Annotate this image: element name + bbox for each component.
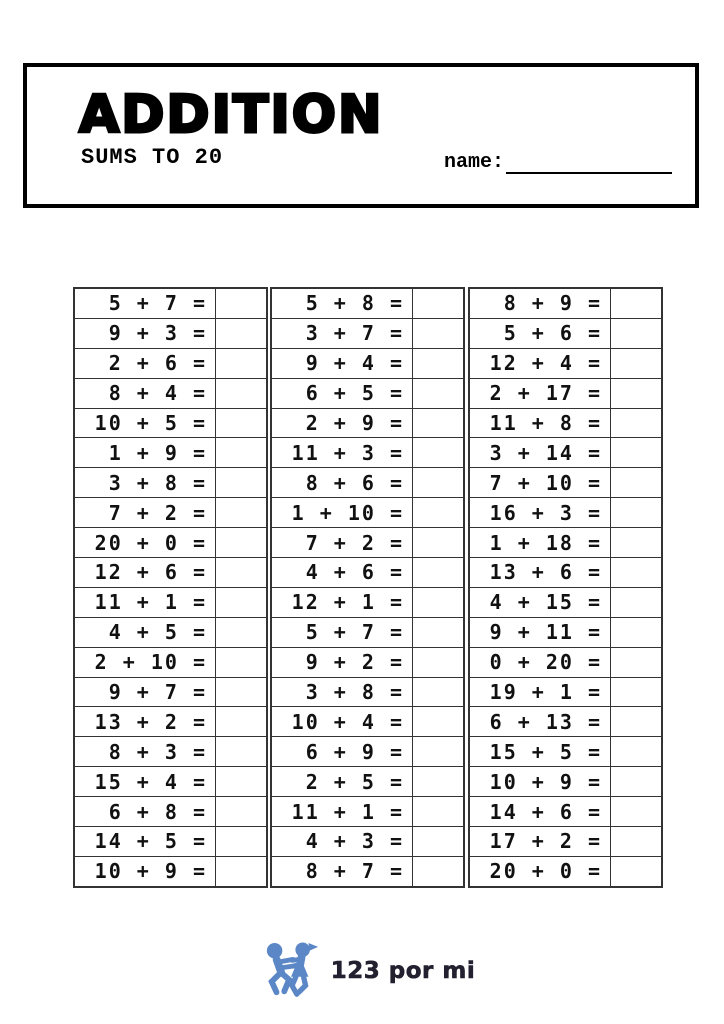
problem-expression: 2 + 6 = [74, 348, 216, 378]
answer-box [216, 348, 268, 378]
problem-expression: 1 + 10 = [271, 498, 413, 528]
answer-box [216, 438, 268, 468]
problem-row [469, 797, 662, 827]
answer-box [413, 498, 465, 528]
problem-row [469, 378, 662, 408]
problem-expression: 0 + 20 = [469, 647, 611, 677]
problem-row [271, 797, 464, 827]
footer-brand [0, 940, 724, 1002]
answer-box [216, 677, 268, 707]
problem-expression: 11 + 1 = [271, 797, 413, 827]
answer-box [413, 767, 465, 797]
problem-expression: 13 + 2 = [74, 707, 216, 737]
problem-row [74, 617, 267, 647]
problem-row [271, 468, 464, 498]
problem-row [271, 348, 464, 378]
answer-box [216, 587, 268, 617]
problem-expression: 9 + 7 = [74, 677, 216, 707]
problem-expression: 8 + 3 = [74, 737, 216, 767]
problem-expression: 11 + 1 = [74, 587, 216, 617]
answer-box [413, 468, 465, 498]
problem-row [271, 587, 464, 617]
answer-box [611, 617, 663, 647]
problem-row [271, 737, 464, 767]
problem-expression: 14 + 5 = [74, 827, 216, 857]
problem-row [469, 617, 662, 647]
problem-row [74, 677, 267, 707]
problem-row [469, 528, 662, 558]
problem-row [271, 438, 464, 468]
problem-row [74, 348, 267, 378]
problems-column-2 [270, 287, 465, 888]
problem-row [74, 856, 267, 886]
answer-box [611, 288, 663, 318]
answer-box [216, 707, 268, 737]
answer-box [216, 528, 268, 558]
problem-expression: 2 + 17 = [469, 378, 611, 408]
answer-box [216, 558, 268, 588]
problem-expression: 20 + 0 = [74, 528, 216, 558]
answer-box [611, 767, 663, 797]
problem-row [271, 647, 464, 677]
problem-row [469, 677, 662, 707]
problem-row [271, 498, 464, 528]
problem-row [469, 318, 662, 348]
problem-row [469, 288, 662, 318]
problem-expression: 15 + 5 = [469, 737, 611, 767]
problem-expression: 9 + 11 = [469, 617, 611, 647]
problem-row [469, 408, 662, 438]
problem-row [74, 767, 267, 797]
problem-row [469, 468, 662, 498]
answer-box [413, 707, 465, 737]
problem-expression: 5 + 8 = [271, 288, 413, 318]
answer-box [216, 408, 268, 438]
problem-row [469, 558, 662, 588]
problem-expression: 3 + 7 = [271, 318, 413, 348]
answer-box [611, 587, 663, 617]
problem-row [74, 378, 267, 408]
problem-row [271, 378, 464, 408]
problem-row [74, 468, 267, 498]
answer-box [216, 318, 268, 348]
problem-row [469, 498, 662, 528]
problem-expression: 11 + 8 = [469, 408, 611, 438]
problem-row [74, 737, 267, 767]
answer-box [413, 677, 465, 707]
answer-box [413, 587, 465, 617]
answer-box [216, 498, 268, 528]
worksheet-title: ADDITION [79, 85, 384, 145]
answer-box [611, 468, 663, 498]
answer-box [413, 647, 465, 677]
answer-box [216, 797, 268, 827]
problem-row [469, 647, 662, 677]
problem-row [74, 408, 267, 438]
problem-expression: 1 + 18 = [469, 528, 611, 558]
problem-row [74, 827, 267, 857]
answer-box [611, 797, 663, 827]
answer-box [611, 856, 663, 886]
problem-expression: 5 + 7 = [271, 617, 413, 647]
answer-box [216, 378, 268, 408]
problem-expression: 4 + 5 = [74, 617, 216, 647]
answer-box [611, 378, 663, 408]
answer-box [611, 707, 663, 737]
problem-expression: 10 + 9 = [469, 767, 611, 797]
answer-box [216, 827, 268, 857]
problem-row [469, 856, 662, 886]
problem-row [271, 707, 464, 737]
answer-box [611, 438, 663, 468]
problem-row [271, 617, 464, 647]
answer-box [216, 737, 268, 767]
dancing-children-icon [263, 940, 321, 1002]
problem-expression: 8 + 4 = [74, 378, 216, 408]
problem-expression: 12 + 4 = [469, 348, 611, 378]
problem-row [271, 558, 464, 588]
problem-expression: 9 + 3 = [74, 318, 216, 348]
problem-expression: 12 + 6 = [74, 558, 216, 588]
answer-box [413, 558, 465, 588]
problem-row [469, 827, 662, 857]
problem-expression: 6 + 8 = [74, 797, 216, 827]
problem-expression: 3 + 8 = [74, 468, 216, 498]
problem-expression: 3 + 8 = [271, 677, 413, 707]
problem-row [469, 767, 662, 797]
problem-row [271, 318, 464, 348]
problem-expression: 13 + 6 = [469, 558, 611, 588]
problem-row [74, 288, 267, 318]
answer-box [413, 827, 465, 857]
problem-row [271, 767, 464, 797]
problem-row [469, 707, 662, 737]
brand-text: 123 por mi [330, 958, 476, 984]
problem-expression: 6 + 5 = [271, 378, 413, 408]
answer-box [611, 558, 663, 588]
problem-expression: 10 + 9 = [74, 856, 216, 886]
problem-expression: 4 + 6 = [271, 558, 413, 588]
answer-box [413, 617, 465, 647]
answer-box [611, 737, 663, 767]
name-write-line [506, 152, 672, 174]
header-box [23, 63, 699, 208]
answer-box [216, 617, 268, 647]
problem-row [74, 797, 267, 827]
problem-expression: 4 + 3 = [271, 827, 413, 857]
problem-expression: 19 + 1 = [469, 677, 611, 707]
answer-box [413, 378, 465, 408]
problem-row [469, 587, 662, 617]
answer-box [611, 408, 663, 438]
name-row [444, 151, 672, 174]
problem-row [74, 558, 267, 588]
problem-expression: 10 + 5 = [74, 408, 216, 438]
worksheet-subtitle: SUMS TO 20 [81, 145, 224, 170]
problem-row [271, 677, 464, 707]
problems-column-1 [73, 287, 268, 888]
problem-expression: 12 + 1 = [271, 587, 413, 617]
problem-expression: 10 + 4 = [271, 707, 413, 737]
problem-row [74, 528, 267, 558]
problem-expression: 6 + 9 = [271, 737, 413, 767]
answer-box [611, 348, 663, 378]
problem-expression: 16 + 3 = [469, 498, 611, 528]
problem-row [469, 348, 662, 378]
answer-box [611, 677, 663, 707]
problem-expression: 9 + 4 = [271, 348, 413, 378]
answer-box [611, 528, 663, 558]
answer-box [413, 408, 465, 438]
answer-box [413, 348, 465, 378]
problem-expression: 2 + 10 = [74, 647, 216, 677]
problem-expression: 5 + 7 = [74, 288, 216, 318]
answer-box [611, 827, 663, 857]
problem-expression: 15 + 4 = [74, 767, 216, 797]
answer-box [611, 318, 663, 348]
name-label: name: [444, 151, 505, 174]
problem-row [74, 498, 267, 528]
answer-box [216, 647, 268, 677]
problem-expression: 2 + 9 = [271, 408, 413, 438]
problem-expression: 7 + 2 = [271, 528, 413, 558]
problem-expression: 5 + 6 = [469, 318, 611, 348]
answer-box [216, 767, 268, 797]
answer-box [216, 288, 268, 318]
problem-expression: 17 + 2 = [469, 827, 611, 857]
answer-box [611, 498, 663, 528]
problem-row [74, 647, 267, 677]
problem-expression: 14 + 6 = [469, 797, 611, 827]
problem-row [469, 737, 662, 767]
problem-row [271, 288, 464, 318]
answer-box [611, 647, 663, 677]
problem-row [271, 827, 464, 857]
problem-row [271, 408, 464, 438]
problem-row [74, 438, 267, 468]
answer-box [413, 737, 465, 767]
problem-expression: 2 + 5 = [271, 767, 413, 797]
answer-box [413, 318, 465, 348]
problem-row [469, 438, 662, 468]
problem-row [74, 587, 267, 617]
problem-expression: 4 + 15 = [469, 587, 611, 617]
problem-row [271, 528, 464, 558]
problem-row [74, 707, 267, 737]
problem-expression: 6 + 13 = [469, 707, 611, 737]
problem-expression: 8 + 7 = [271, 856, 413, 886]
problem-expression: 7 + 10 = [469, 468, 611, 498]
answer-box [413, 288, 465, 318]
answer-box [216, 856, 268, 886]
problem-row [271, 856, 464, 886]
answer-box [413, 856, 465, 886]
answer-box [413, 438, 465, 468]
problem-expression: 7 + 2 = [74, 498, 216, 528]
problem-expression: 8 + 6 = [271, 468, 413, 498]
problem-row [74, 318, 267, 348]
problem-expression: 9 + 2 = [271, 647, 413, 677]
problems-column-3 [468, 287, 663, 888]
answer-box [216, 468, 268, 498]
problem-expression: 20 + 0 = [469, 856, 611, 886]
problem-expression: 8 + 9 = [469, 288, 611, 318]
problem-expression: 11 + 3 = [271, 438, 413, 468]
answer-box [413, 528, 465, 558]
problem-expression: 3 + 14 = [469, 438, 611, 468]
problem-expression: 1 + 9 = [74, 438, 216, 468]
answer-box [413, 797, 465, 827]
